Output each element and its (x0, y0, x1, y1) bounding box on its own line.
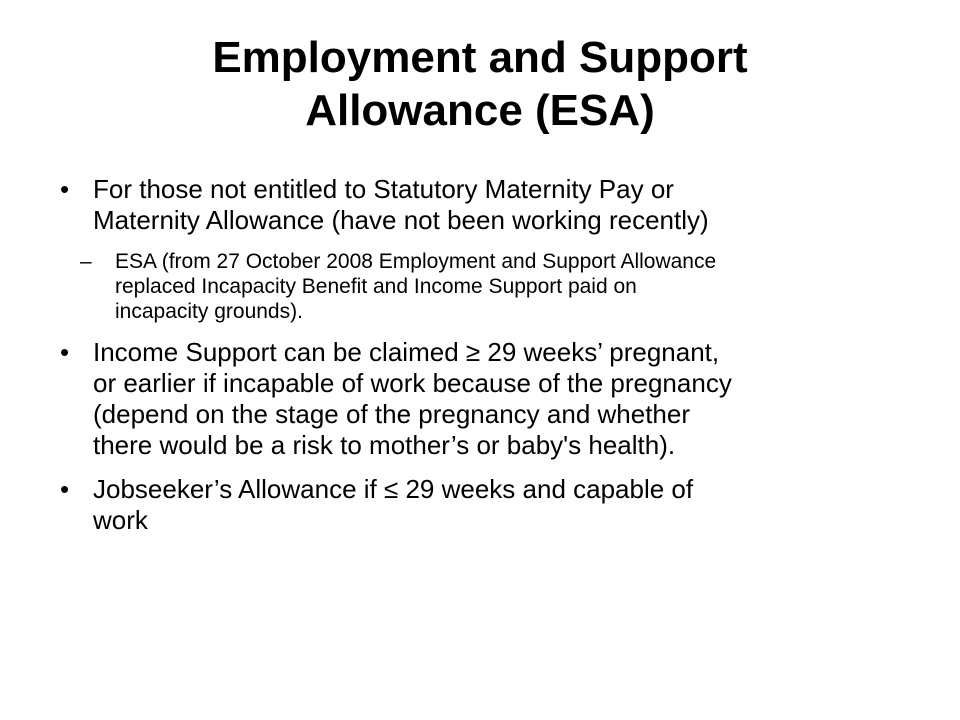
bullet-dot-icon: • (60, 474, 70, 504)
bullet-text-line: Income Support can be claimed ≥ 29 weeks’ pregnant, (93, 337, 720, 367)
sub-bullet-item-esa (60, 249, 890, 324)
sub-bullet-dash-icon: – (80, 250, 92, 273)
sub-bullet-text-line: ESA (from 27 October 2008 Employment and Support Allowance (115, 250, 717, 273)
bullet-item-jobseekers (60, 474, 890, 536)
bullet-item-income-support (60, 337, 890, 461)
bullet-text-line: work (93, 505, 148, 535)
bullet-text-line: or earlier if incapable of work because of the pregnancy (93, 368, 732, 398)
bullet-text-line: Jobseeker’s Allowance if ≤ 29 weeks and capable of (93, 474, 694, 504)
bullet-text-line: (depend on the stage of the pregnancy and whether (93, 399, 690, 429)
bullet-text-line: For those not entitled to Statutory Maternity Pay or (93, 174, 674, 204)
bullet-dot-icon: • (60, 174, 70, 204)
bullet-text-line: there would be a risk to mother’s or baby's health). (93, 430, 676, 460)
title-line: Employment and Support (212, 33, 748, 82)
title-line: Allowance (ESA) (305, 85, 655, 135)
bullet-dot-icon: • (60, 337, 70, 367)
slide-title (60, 32, 900, 138)
sub-bullet-text-line: incapacity grounds). (115, 300, 303, 323)
sub-bullet-text-line: replaced Incapacity Benefit and Income Support paid on (115, 275, 637, 298)
bullet-text-line: Maternity Allowance (have not been working recently) (93, 205, 709, 235)
bullet-item-smp (60, 174, 890, 236)
bullet-list (60, 174, 890, 549)
